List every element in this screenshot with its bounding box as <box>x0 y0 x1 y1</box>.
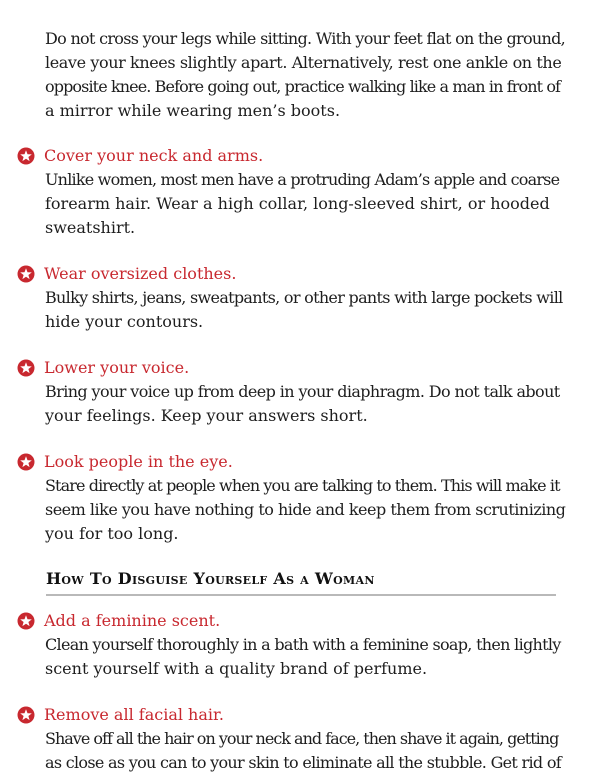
tip-title: Add a feminine scent. <box>44 611 221 630</box>
tip-header <box>0 356 560 380</box>
tip-line: your feelings. Keep your answers short. <box>45 406 368 425</box>
intro-line: leave your knees slightly apart. Alternatively, rest one ankle on the <box>45 53 562 72</box>
star-icon <box>17 612 35 630</box>
tip-title: Wear oversized clothes. <box>44 264 237 283</box>
star-icon <box>17 453 35 471</box>
tip-title: Cover your neck and arms. <box>44 146 264 165</box>
tip-body <box>45 286 565 334</box>
tip-title: Lower your voice. <box>44 358 190 377</box>
star-icon <box>17 147 35 165</box>
star-icon <box>17 706 35 724</box>
star-icon <box>17 359 35 377</box>
tip-line: you for too long. <box>45 524 179 543</box>
tip-line: Shave off all the hair on your neck and face, then shave it again, getting <box>45 729 559 748</box>
tip-line: Unlike women, most men have a protruding Adam’s apple and coarse <box>45 170 560 189</box>
tip-body <box>45 380 565 428</box>
section-title-smallcaps <box>46 566 556 590</box>
tip-line: Bulky shirts, jeans, sweatpants, or other pants with large pockets will <box>45 288 563 307</box>
intro-line: Do not cross your legs while sitting. With your feet flat on the ground, <box>45 29 566 48</box>
tip-header <box>0 609 560 633</box>
tip-header <box>0 262 560 286</box>
tip-line: sweatshirt. <box>45 218 136 237</box>
tip-title: Look people in the eye. <box>44 452 233 471</box>
intro-line: opposite knee. Before going out, practice walking like a man in front of <box>45 77 561 96</box>
tip-line: Bring your voice up from deep in your diaphragm. Do not talk about <box>45 382 560 401</box>
tip-header <box>0 144 560 168</box>
tip-title: Remove all facial hair. <box>44 705 224 724</box>
tip-line: scent yourself with a quality brand of perfume. <box>45 659 428 678</box>
tip-line: seem like you have nothing to hide and keep them from scrutinizing <box>45 500 566 519</box>
intro-paragraph <box>45 27 565 123</box>
tip-body <box>45 633 565 681</box>
intro-line: a mirror while wearing men’s boots. <box>45 101 341 120</box>
section-title: How To Disguise Yourself As a Woman <box>46 569 375 588</box>
tip-line: forearm hair. Wear a high collar, long-sleeved shirt, or hooded <box>45 194 550 213</box>
star-icon <box>17 265 35 283</box>
tip-line: Clean yourself thoroughly in a bath with a feminine soap, then lightly <box>45 635 561 654</box>
section-divider <box>46 594 556 596</box>
tip-line: hide your contours. <box>45 312 204 331</box>
tip-body <box>45 727 565 775</box>
tip-line: Stare directly at people when you are talking to them. This will make it <box>45 476 560 495</box>
tip-body <box>45 168 565 240</box>
tip-header <box>0 450 560 474</box>
tip-header <box>0 703 560 727</box>
tip-line: as close as you can to your skin to eliminate all the stubble. Get rid of <box>45 753 561 772</box>
tip-body <box>45 474 565 546</box>
